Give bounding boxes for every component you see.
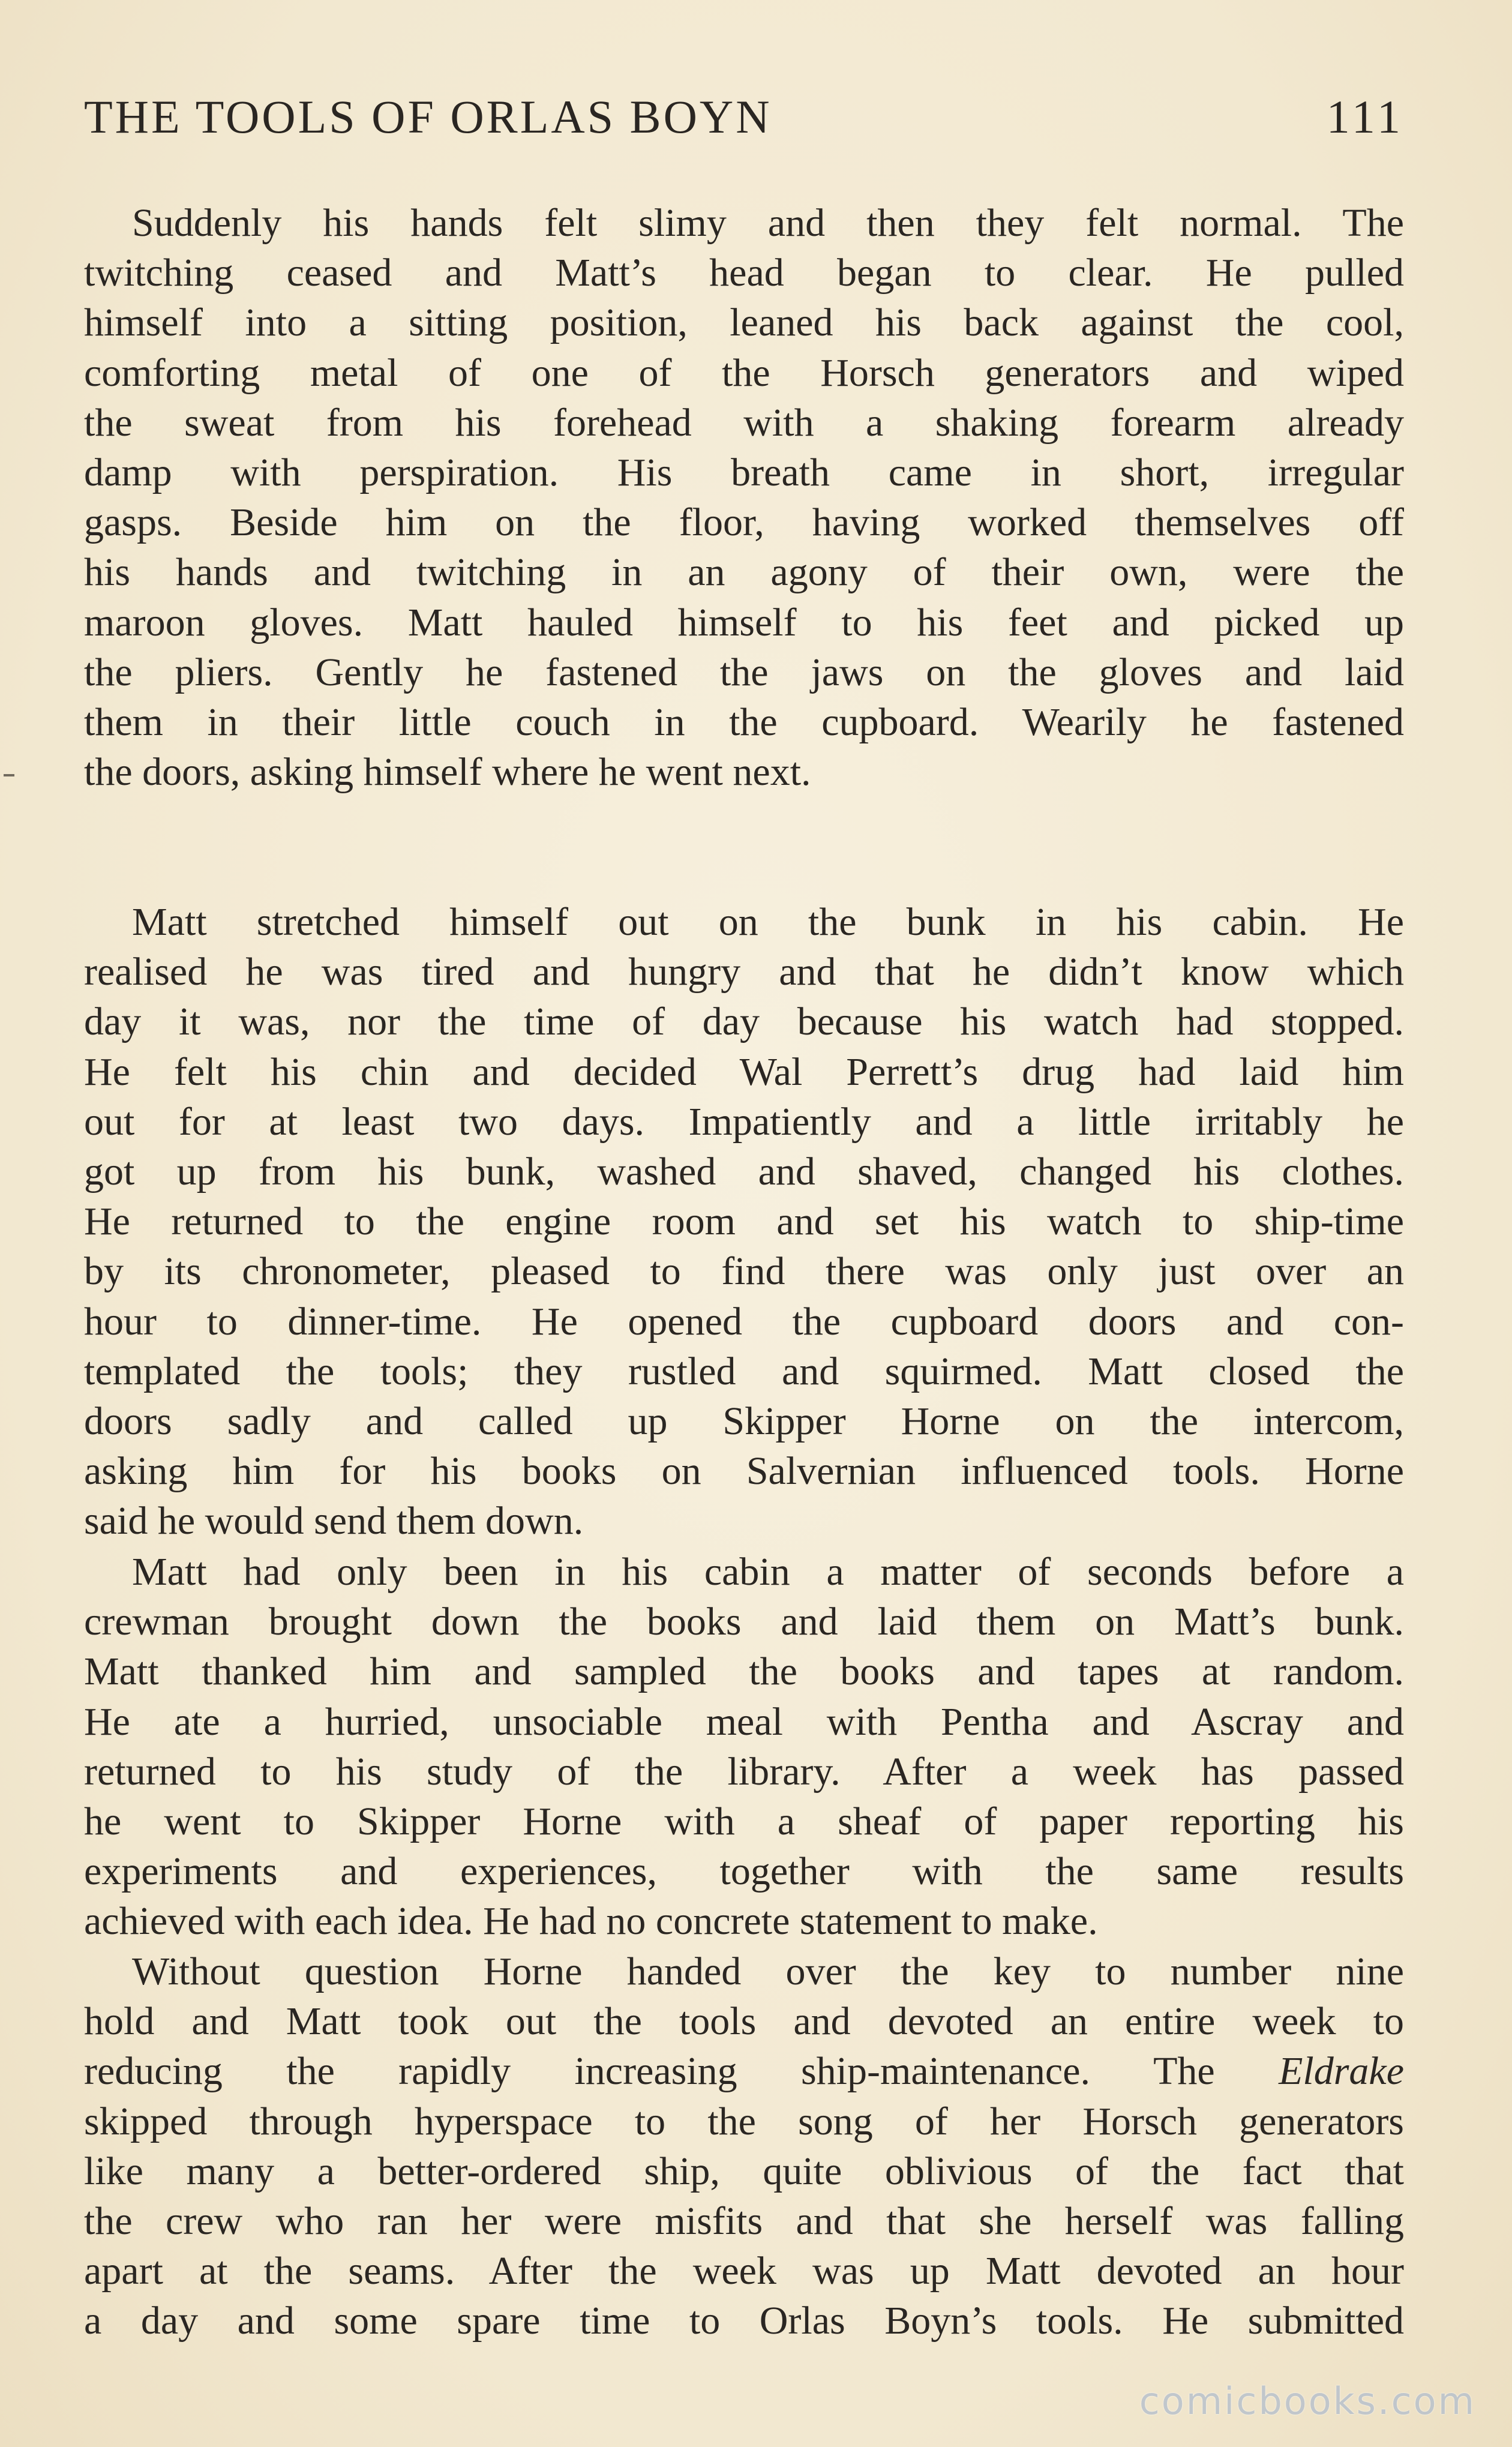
text-line: his hands and twitching in an agony of their own, were the xyxy=(84,550,1404,595)
text-line: out for at least two days. Impatiently and a little irritably he xyxy=(84,1099,1404,1144)
text-line: returned to his study of the library. After a week has passed xyxy=(84,1749,1404,1794)
text-line: damp with perspiration. His breath came in short, irregular xyxy=(84,450,1404,494)
text-line: by its chronometer, pleased to find there was only just over an xyxy=(84,1249,1404,1294)
ship-name: Eldrake xyxy=(1279,2049,1404,2094)
text-line: crewman brought down the books and laid them on Matt’s bunk. xyxy=(84,1600,1404,1644)
text-line: twitching ceased and Matt’s head began to clear. He pulled xyxy=(84,251,1404,295)
text-line: hour to dinner-time. He opened the cupboard doors and con- xyxy=(84,1299,1404,1344)
text-line: experiments and experiences, together with the same results xyxy=(84,1849,1404,1894)
running-head xyxy=(84,90,1404,156)
chapter-title: THE TOOLS OF ORLAS BOYN xyxy=(84,91,772,143)
text-line: said he would send them down. xyxy=(84,1499,584,1543)
text-line: he went to Skipper Horne with a sheaf of paper reporting his xyxy=(84,1799,1404,1843)
text-line: hold and Matt took out the tools and devoted an entire week to xyxy=(84,1999,1404,2044)
text-line: apart at the seams. After the week was up Matt devoted an hour xyxy=(84,2249,1404,2293)
paragraph-3 xyxy=(84,1547,1404,1947)
watermark: comicbooks.com xyxy=(1139,2379,1476,2423)
text-line: a day and some spare time to Orlas Boyn’s tools. He submitted xyxy=(84,2299,1404,2343)
text-line: the pliers. Gently he fastened the jaws on the gloves and laid xyxy=(84,650,1404,694)
page-number: 111 xyxy=(1326,91,1404,143)
text-line: the sweat from his forehead with a shaking forearm already xyxy=(84,400,1404,445)
text-line: like many a better-ordered ship, quite oblivious of the fact that xyxy=(84,2149,1404,2193)
text-line: templated the tools; they rustled and squirmed. Matt closed the xyxy=(84,1349,1404,1393)
text-line: doors sadly and called up Skipper Horne on the intercom, xyxy=(84,1399,1404,1443)
paragraph-2 xyxy=(84,897,1404,1546)
text-line: asking him for his books on Salvernian influenced tools. Horne xyxy=(84,1449,1404,1494)
text-line: He returned to the engine room and set his watch to ship-time xyxy=(84,1199,1404,1244)
text-line: Matt thanked him and sampled the books and tapes at random. xyxy=(84,1650,1404,1694)
text-line: got up from his bunk, washed and shaved, changed his clothes. xyxy=(84,1149,1404,1193)
text-line: skipped through hyperspace to the song of her Horsch generators xyxy=(84,2099,1404,2143)
text-line: He felt his chin and decided Wal Perrett’s drug had laid him xyxy=(84,1049,1404,1094)
text-line: achieved with each idea. He had no concrete statement to make. xyxy=(84,1899,1098,1944)
text-line: comforting metal of one of the Horsch generators and wiped xyxy=(84,350,1404,395)
text-line: the doors, asking himself where he went next. xyxy=(84,750,811,794)
text-line: himself into a sitting position, leaned his back against the cool, xyxy=(84,301,1404,345)
text-line: maroon gloves. Matt hauled himself to his feet and picked up xyxy=(84,600,1404,644)
text-line: Suddenly his hands felt slimy and then they felt normal. The xyxy=(132,201,1404,245)
paragraph-1 xyxy=(84,198,1404,797)
text-line-with-ship-name xyxy=(84,2046,1404,2096)
text-line: He ate a hurried, unsociable meal with Pentha and Ascray and xyxy=(84,1699,1404,1744)
text-line: Matt had only been in his cabin a matter of seconds before a xyxy=(132,1550,1404,1594)
text-line: Without question Horne handed over the key to number nine xyxy=(132,1950,1404,1993)
text-line: them in their little couch in the cupboard. Wearily he fastened xyxy=(84,700,1404,744)
text-line: day it was, nor the time of day because his watch had stopped. xyxy=(84,1000,1404,1044)
text-line: Matt stretched himself out on the bunk in his cabin. He xyxy=(132,900,1404,944)
text-line: the crew who ran her were misfits and that she herself was falling xyxy=(84,2199,1404,2243)
text-fragment: reducing the rapidly increasing ship-maintenance. The xyxy=(84,2049,1215,2094)
text-line: gasps. Beside him on the floor, having worked themselves off xyxy=(84,500,1404,545)
paragraph-4 xyxy=(84,1947,1404,2346)
text-line: realised he was tired and hungry and that he didn’t know which xyxy=(84,950,1404,994)
margin-mark xyxy=(4,774,14,776)
